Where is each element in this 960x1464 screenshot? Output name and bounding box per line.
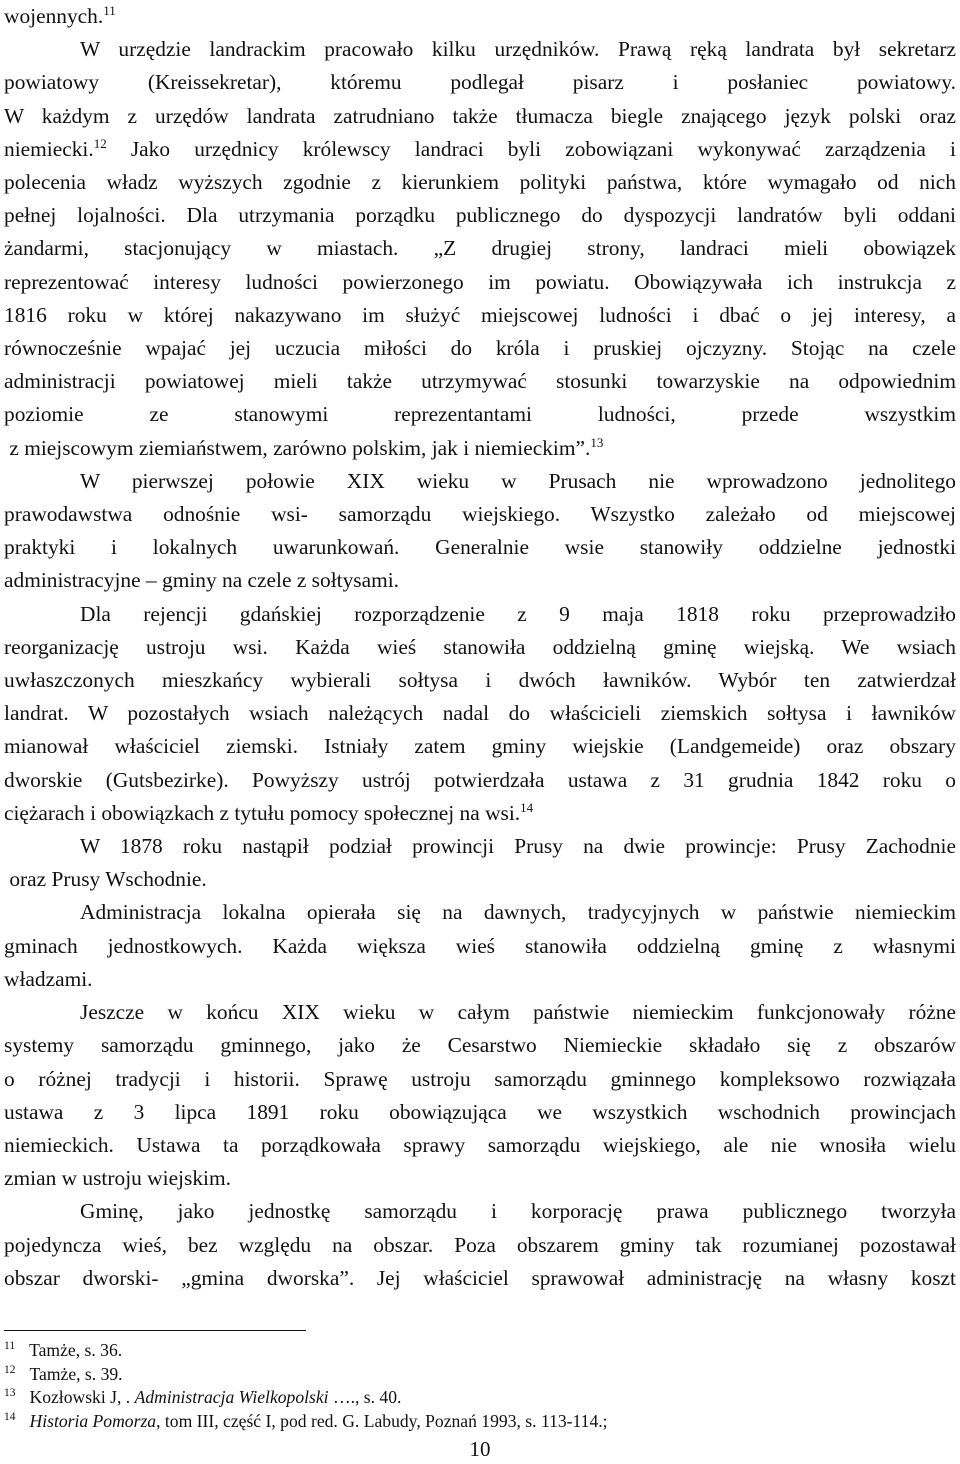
text-run: wojennych. <box>4 4 104 28</box>
text-run: ciężarach i obowiązkach z tytułu pomocy społecznej na wsi. <box>4 800 521 825</box>
footnote-number: 11 <box>4 1340 16 1353</box>
text-line: uwłaszczonych mieszkańcy wybierali sołtysa i dwóch ławników. Wybór ten zatwierdzał <box>4 668 956 693</box>
text-line: gminach jednostkowych. Każda większa wieś stanowiła oddzielną gminę z własnymi <box>4 933 956 958</box>
text-line: W każdym z urzędów landrata zatrudniano także tłumacza biegle znającego język polski oraz <box>4 103 956 128</box>
paragraph-0 <box>4 0 956 33</box>
text-line: ustawa z 3 lipca 1891 roku obowiązująca we wszystkich wschodnich prowincjach <box>4 1099 956 1124</box>
footnote-title: Administracja Wielkopolski <box>134 1387 329 1408</box>
text-line: W urzędzie landrackim pracowało kilku urzędników. Prawą ręką landrata był sekretarz <box>80 37 956 62</box>
text-line: 1816 roku w której nakazywano im służyć miejscowej ludności i dbać o jej interesy, a <box>4 302 956 327</box>
document-page <box>4 0 956 1295</box>
footnote-ref: 11 <box>103 2 116 18</box>
text-line: prawodawstwa odnośnie wsi- samorządu wiejskiego. Wszystko zależało od miejscowej <box>4 502 956 527</box>
paragraph-3 <box>4 598 956 830</box>
footnote-item <box>4 1386 956 1410</box>
text-line: Administracja lokalna opierała się na dawnych, tradycyjnych w państwie niemieckim <box>80 900 956 925</box>
footnote-separator <box>4 1330 306 1331</box>
footnote-item <box>4 1410 956 1434</box>
footnote-text: , tom III, część I, pod red. G. Labudy, Poznań 1993, s. 113-114.; <box>156 1410 608 1431</box>
text-line <box>4 133 956 166</box>
text-line: oraz Prusy Wschodnie. <box>4 867 207 892</box>
footnote-text: Kozłowski J, . <box>29 1387 135 1408</box>
text-line: Gminę, jako jednostkę samorządu i korporację prawa publicznego tworzyła <box>80 1199 956 1224</box>
text-run: niemiecki. <box>4 136 94 161</box>
text-line: niemieckich. Ustawa ta porządkowała sprawy samorządu wiejskiego, ale nie wnosiła wielu <box>4 1132 956 1157</box>
text-line <box>4 0 956 33</box>
text-line: praktyki i lokalnych uwarunkowań. Generalnie wsie stanowiły oddzielne jednostki <box>4 535 956 560</box>
text-line: powiatowy (Kreissekretar), któremu podlegał pisarz i posłaniec powiatowy. <box>4 70 956 95</box>
footnote-ref: 13 <box>590 434 604 450</box>
text-run: Jako urzędnicy królewscy landraci byli zobowiązani wykonywać zarządzenia i <box>106 136 956 161</box>
main-text <box>4 0 956 1295</box>
text-line: o różnej tradycji i historii. Sprawę ustroju samorządu gminnego kompleksowo rozwiązała <box>4 1066 956 1091</box>
text-line: żandarmi, stacjonujący w miastach. „Z drugiej strony, landraci mieli obowiązek <box>4 236 956 261</box>
footnotes <box>4 1330 956 1433</box>
text-line: pojedyncza wieś, bez względu na obszar. Poza obszarem gminy tak rozumianej pozostawał <box>4 1232 956 1257</box>
text-line: polecenia władz wyższych zgodnie z kierunkiem polityki państwa, które wymagało od nich <box>4 170 956 195</box>
text-line: zmian w ustroju wiejskim. <box>4 1166 231 1191</box>
footnote-item <box>4 1339 956 1363</box>
text-line <box>4 797 956 830</box>
footnote-text: Tamże, s. 39. <box>29 1363 123 1384</box>
text-line: administracji powiatowej mieli także utrzymywać stosunki towarzyskie na odpowiednim <box>4 369 956 394</box>
footnote-number: 13 <box>4 1387 16 1400</box>
text-line: poziomie ze stanowymi reprezentantami ludności, przede wszystkim <box>4 402 956 427</box>
paragraph-6 <box>4 996 956 1195</box>
text-line: administracyjne – gminy na czele z sołtysami. <box>4 568 400 593</box>
paragraph-7 <box>4 1195 956 1295</box>
footnote-text: …., s. 40. <box>328 1387 402 1408</box>
text-line: systemy samorządu gminnego, jako że Cesarstwo Niemieckie składało się z obszarów <box>4 1033 956 1058</box>
paragraph-4 <box>4 830 956 896</box>
footnote-title: Historia Pomorza <box>29 1410 157 1431</box>
text-line: pełnej lojalności. Dla utrzymania porządku publicznego do dyspozycji landratów byli oddani <box>4 203 956 228</box>
footnote-number: 14 <box>4 1410 16 1423</box>
footnote-number: 12 <box>4 1363 16 1376</box>
footnote-text: Tamże, s. 36. <box>29 1340 123 1360</box>
text-line: reorganizację ustroju wsi. Każda wieś stanowiła oddzielną gminę wiejską. We wsiach <box>4 634 956 659</box>
footnote-item <box>4 1363 956 1387</box>
text-line: Dla rejencji gdańskiej rozporządzenie z 9 maja 1818 roku przeprowadziło <box>80 601 956 626</box>
text-line: dworskie (Gutsbezirke). Powyższy ustrój potwierdzała ustawa z 31 grudnia 1842 roku o <box>4 767 956 792</box>
text-line: władzami. <box>4 966 93 991</box>
text-run: z miejscowym ziemiaństwem, zarówno polskim, jak i niemieckim”. <box>4 435 591 460</box>
paragraph-2 <box>4 465 956 598</box>
text-line: równocześnie wpajać jej uczucia miłości do króla i pruskiej ojczyzny. Stojąc na czele <box>4 336 956 361</box>
text-line: mianował właściciel ziemski. Istniały zatem gminy wiejskie (Landgemeide) oraz obszary <box>4 734 956 759</box>
text-line: Jeszcze w końcu XIX wieku w całym państwie niemieckim funkcjonowały różne <box>80 1000 956 1025</box>
paragraph-5 <box>4 896 956 996</box>
page-number: 10 <box>469 1437 491 1461</box>
text-line: reprezentować interesy ludności powierzonego im powiatu. Obowiązywała ich instrukcja z <box>4 269 956 294</box>
paragraph-1 <box>4 33 956 465</box>
text-line: W 1878 roku nastąpił podział prowincji Prusy na dwie prowincje: Prusy Zachodnie <box>80 834 956 859</box>
footnote-ref: 14 <box>520 799 534 815</box>
text-line: obszar dworski- „gmina dworska”. Jej właściciel sprawował administrację na własny koszt <box>4 1265 956 1290</box>
text-line: landrat. W pozostałych wsiach należących nadal do właścicieli ziemskich sołtysa i ławników <box>4 701 956 726</box>
footnote-ref: 12 <box>93 135 107 151</box>
text-line: W pierwszej połowie XIX wieku w Prusach nie wprowadzono jednolitego <box>80 468 956 493</box>
text-line <box>4 432 956 465</box>
